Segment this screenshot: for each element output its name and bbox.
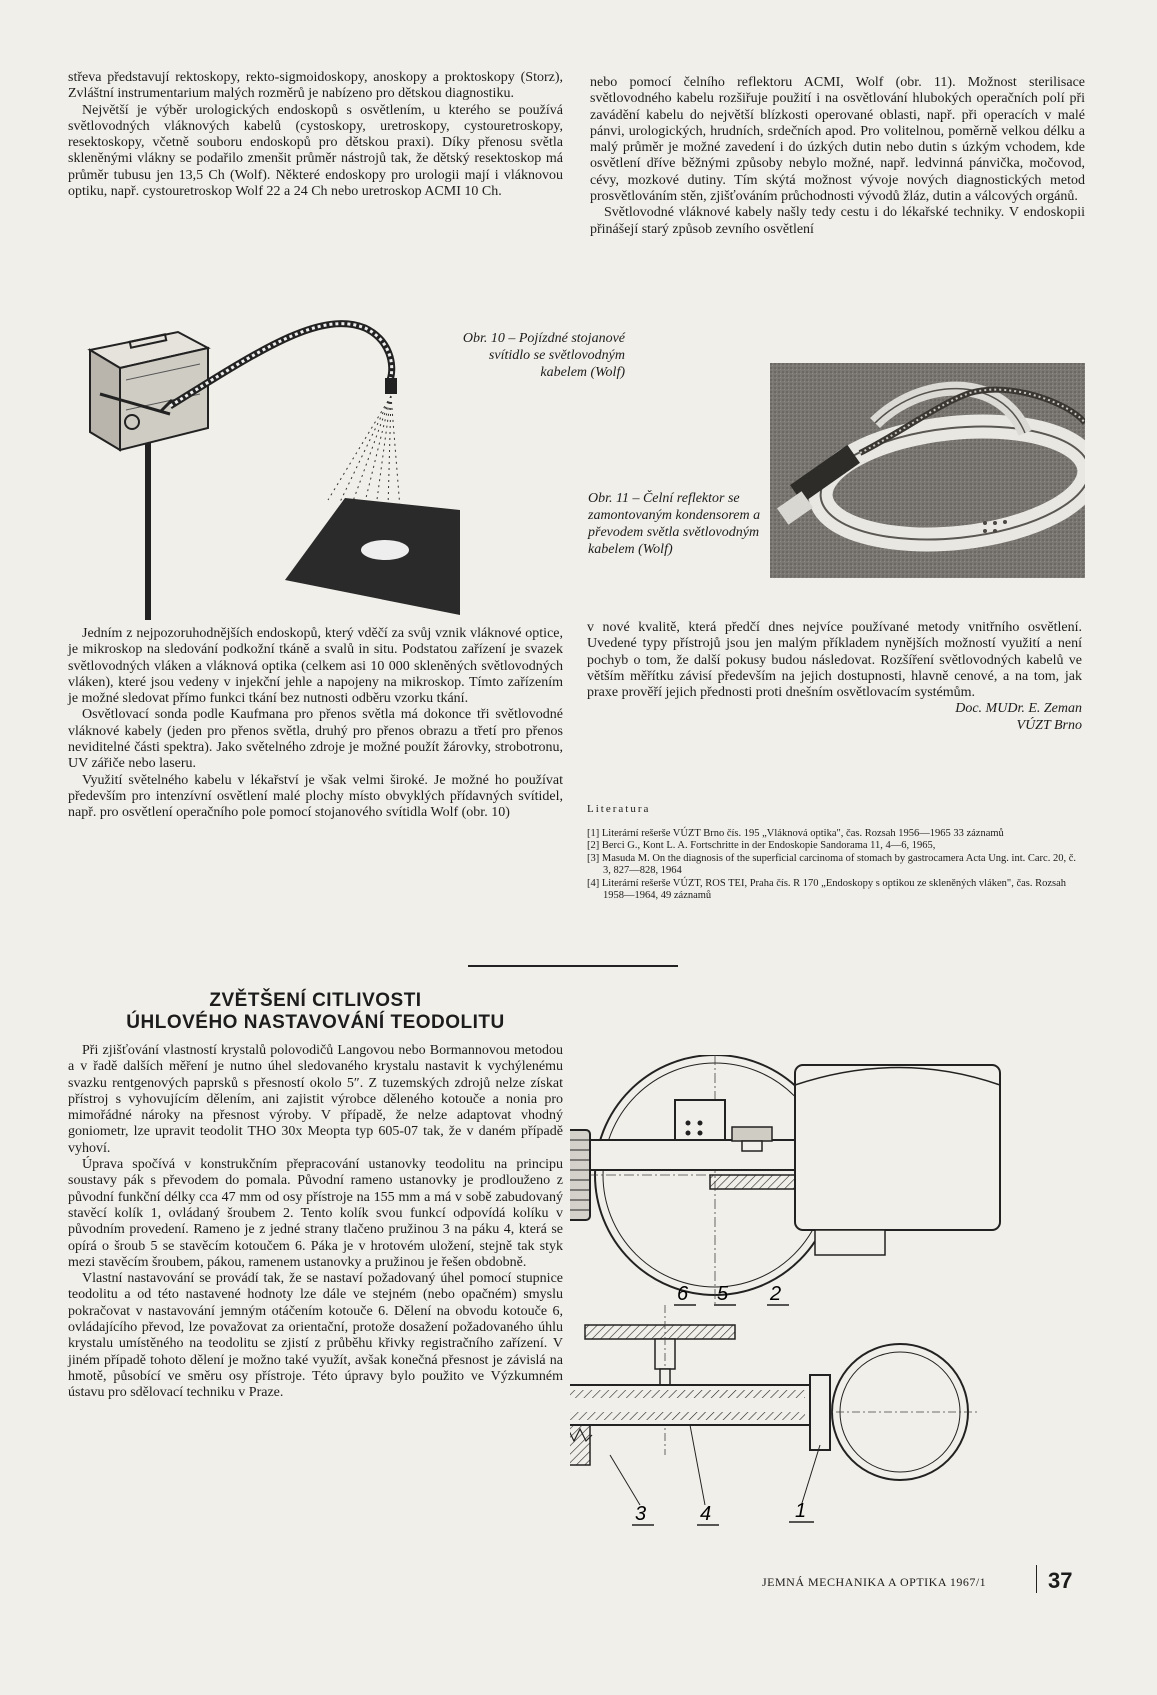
article-body (68, 1043, 563, 1402)
mid-right-column (587, 620, 1082, 734)
mid-left-column (68, 626, 563, 822)
reference-item: [4] Literární rešerše VÚZT, ROS TEI, Praha čís. R 170 „Endoskopy s optikou ze skleněných vláken", čas. Rozsah 1958—1964, 49 záznamů (587, 877, 1067, 901)
drawing-label: 6 (677, 1283, 689, 1305)
journal-footer: JEMNÁ MECHANIKA A OPTIKA 1967/1 (762, 1575, 987, 1589)
footer-divider (1036, 1565, 1037, 1593)
references (587, 803, 1082, 903)
reference-item: [1] Literární rešerše VÚZT Brno čís. 195 „Vláknová optika", čas. Rozsah 1956—1965 33 záznamů (587, 827, 1004, 839)
drawing-label: 3 (635, 1503, 647, 1525)
article-title-line: ÚHLOVÉHO NASTAVOVÁNÍ TEODOLITU (126, 1012, 505, 1033)
article-title-line: ZVĚTŠENÍ CITLIVOSTI (209, 990, 422, 1011)
figure-11-caption: Obr. 11 – Čelní reflektor se zamontovaným kondensorem a převodem světla světlovodným kabelem (Wolf) (588, 491, 761, 557)
intro-left-column (68, 70, 563, 200)
paragraph: nebo pomocí čelního reflektoru ACMI, Wolf (obr. 11). Možnost sterilisace světlovodného kabelu rozšiřuje použití i na osvětlování hlubokých operačních polí při zavádění kabelu do největší blízkosti operované oblasti, např. při operacích v malé pánvi, urologických, hrudních, srdečních apod. Pro volitelnou, poměrně velkou délku a malý průměr je možné zavedení i do úzkých dutin nebo dutin s úzkým vchodem, kde osvětlení dříve běžnými způsoby nebylo možné, např. ledvinná pánvička, močovod, cévy, mozkové dutiny. Tím skýtá možnost vývoje nových diagnostických metod prosvětlováním stěn, zjišťováním průchodnosti vývodů žláz, dutin a válcových orgánů. (590, 75, 1085, 205)
paragraph: Využití světelného kabelu v lékařství je však velmi široké. Je možné ho používat především pro intenzívní osvětlení malé plochy místo obvyklých přídavných svítidel, např. pro osvětlení operačního pole pomocí stojanového svítidla Wolf (obr. 10) (68, 772, 563, 821)
intro-right-column (590, 75, 1085, 238)
figure-11-head-reflector-photo (770, 363, 1085, 578)
paragraph: Jedním z nejpozoruhodnějších endoskopů, který vděčí za svůj vznik vláknové optice, je mikroskop na sledování podkožní tkáně a svalů in situ. Podstatou zařízení je svazek světlovodných vláken a vláknová optika (celkem asi 10 000 skleněných světlovodných vláken), které jsou vedeny v injekční jehle a napojeny na mikroskop. Tímto zařízením je možné sledovat přímo funkci tkání bez nutnosti odběru vzorku tkání. (68, 626, 563, 707)
paragraph: střeva představují rektoskopy, rekto-sigmoidoskopy, anoskopy a proktoskopy (Storz), Zvláštní instrumentarium malých rozměrů je nabízeno pro dětskou diagnostiku. (68, 70, 563, 102)
paragraph: Největší je výběr urologických endoskopů s osvětlením, u kterého se používá světlovodných vláknových kabelů (cystoskopy, uretroskopy, cystouretroskopy, resektoskopy, včetně souboru endoskopů pro dětskou praxi). Díky přenosu světla skleněnými vlákny se podařilo zmenšit průměr nástrojů tak, že dětský resektoskop má průměr tubusu jen 13,5 Ch (Wolf). Některé endoskopy pro urologii mají i vláknovou optiku, např. cystouretroskop Wolf 22 a 24 Ch nebo uretroskop ACMI 10 Ch. (68, 102, 563, 200)
paragraph: Při zjišťování vlastností krystalů polovodičů Langovou nebo Bormannovou metodou a v řadě dalších měření je nutno úhel sledovaného krystalu nastavit k vychýlenému svazku rentgenových paprsků s přesností okolo 5″. Z tuzemských zdrojů nelze získat přístroj s vyhovujícím dělením, ani zajistit výrobce děleného kotouče a nonia pro mimořádné nároky na přesnost výroby. V případě, že nelze adaptovat vhodný goniometr, lze upravit teodolit THO 30x Meopta typ 605-07 tak, že v daném případě vyhoví. (68, 1043, 563, 1156)
page-number: 37 (1048, 1568, 1073, 1593)
drawing-label: 1 (795, 1500, 807, 1522)
affiliation: VÚZT Brno (1016, 717, 1082, 733)
drawing-label: 4 (700, 1503, 712, 1525)
section-divider (468, 965, 678, 967)
paragraph: Světlovodné vláknové kabely našly tedy cestu i do lékařské techniky. V endoskopii přinášejí starý způsob zevního osvětlení (590, 205, 1085, 237)
paragraph: v nové kvalitě, která předčí dnes nejvíce používané metody vnitřního osvětlení. Uvedené typy přístrojů jsou jen malým příkladem nynějších možností využití a není pochyb o tom, že další pokusy budou následovat. Rozšíření světlovodných kabelů ve větším měřítku závisí především na jejich dostupnosti, hlavně cenové, a na tom, jak praxe prověří jejich přednosti proti dnešním osvětlovacím systémům. (587, 620, 1082, 701)
reference-item: [2] Berci G., Kont L. A. Fortschritte in der Endoskopie Sandorama 11, 4—6, 1965, (587, 840, 936, 851)
paragraph: Vlastní nastavování se provádí tak, že se nastaví požadovaný úhel pomocí stupnice teodolitu a od této nastavené hodnoty lze dále ve stejném (nebo opačném) smyslu pokračovat v nastavování jemným otáčením kotouče 6. Dělení na obvodu kotouče 6, ovládajícího převod, lze považovat za orientační, protože dosažení požadovaného úhlu krystalu umístěného na teodolitu se zjistí z průběhu křivky registračního zařízení. V jiném případě tohoto dělení je možno také využít, avšak konečná přesnost je závislá na hmotě, působící ve směru osy přístroje. Této úpravy bylo použito ve Výzkumném ústavu pro sdělovací techniku v Praze. (68, 1271, 563, 1401)
drawing-label: 2 (770, 1283, 782, 1305)
article-title (68, 990, 563, 1034)
paragraph: Úprava spočívá v konstrukčním přepracování ustanovky teodolitu na principu soustavy pák s převodem do pomala. Původní rameno ustanovky je prodlouženo z původní funkční délky cca 47 mm od osy přístroje na 155 mm a má v sobě zabudovaný stavěcí kolík 1, ovládaný šroubem 2. Tento kolík svou funkcí odpovídá kolíku v původním provedení. Rameno je z jedné strany tlačeno pružinou 3 na páku 4, která se opírá o šroub 5 se stavěcím kotoučem 6. Páka je v hrotovém uložení, stejně tak styk mezi stavěcím šroubem, pákou, ramenem ustanovky a pružinou je řešen obdobně. (68, 1157, 563, 1270)
references-heading: Literatura (587, 803, 651, 815)
figure-10-lamp-illustration (60, 310, 500, 620)
paragraph: Osvětlovací sonda podle Kaufmana pro přenos světla má dokonce tři světlovodné vláknové kabely (jeden pro přenos světla, druhý pro přenos obrazu a třetí pro přenos neviditelné části spektra). Jako světelného zdroje je možné použít žárovky, strobotronu, UV zářiče nebo laseru. (68, 707, 563, 772)
author: Doc. MUDr. E. Zeman (955, 701, 1082, 717)
figure-10-caption: Obr. 10 – Pojízdné stojanové svítidlo se světlovodným kabelem (Wolf) (462, 331, 625, 380)
reference-item: [3] Masuda M. On the diagnosis of the superficial carcinoma of stomach by gastrocamera Acta Ung. int. Carc. 20, č. 3, 827—828, 1964 (587, 852, 1076, 876)
theodolite-technical-drawing (570, 1055, 1090, 1555)
drawing-label: 5 (717, 1283, 729, 1305)
